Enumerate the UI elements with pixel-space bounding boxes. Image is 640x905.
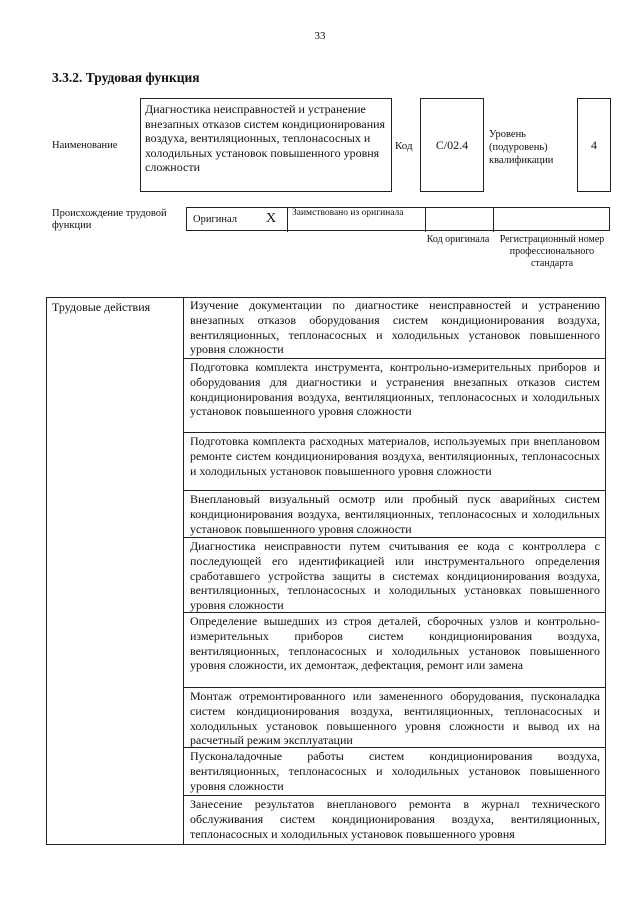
borrowed-cell xyxy=(287,208,425,232)
code-box xyxy=(420,98,484,192)
level-label: Уровень (подуровень) квалификации xyxy=(489,129,554,166)
labor-action-row: Пусконаладочные работы систем кондиционирования воздуха, вентиляционных, теплонасосных и холодильных установок повышенного уровня сложности xyxy=(184,748,606,796)
code-label: Код xyxy=(395,140,413,152)
borrowed-label: Заимствовано из оригинала xyxy=(292,208,404,218)
name-label: Наименование xyxy=(52,140,118,151)
labor-action-row: Определение вышедших из строя деталей, сборочных узлов и контрольно-измерительных приборов систем кондиционирования воздуха, вентиляционных, теплонасосных и холодильных установок повышенного уровня сложности, их демонтаж, дефектация, ремонт или замена xyxy=(184,613,606,688)
original-mark: X xyxy=(265,211,277,226)
section-title: 3.3.2. Трудовая функция xyxy=(52,70,200,85)
original-label: Оригинал xyxy=(193,214,237,225)
labor-actions-label: Трудовые действия xyxy=(52,300,151,314)
labor-action-row: Диагностика неисправности путем считывания ее кода с контроллера с последующей его идентификацией или инструментального определения сработавшего устройства защиты в системах кондиционирования воздуха, вентиляционных, теплонасосных и холодильных установках повышенного уровня сложности xyxy=(184,538,606,613)
reg-number-cell xyxy=(493,208,611,232)
reg-number-label: Регистрационный номер профессионального стандарта xyxy=(499,234,605,269)
labor-action-row: Внеплановый визуальный осмотр или пробный пуск аварийных систем кондиционирования воздуха, вентиляционных, теплонасосных и холодильных установок повышенного уровня сложности xyxy=(184,491,606,538)
function-name-box: Диагностика неисправностей и устранение внезапных отказов систем кондиционирования воздуха, вентиляционных, теплонасосных и холодильных установок повышенного уровня сложности xyxy=(140,98,392,192)
level-box xyxy=(577,98,611,192)
origin-row xyxy=(186,207,610,231)
origin-code-label: Код оригинала xyxy=(426,234,490,245)
labor-action-row: Изучение документации по диагностике неисправностей и устранению внезапных отказов оборудования систем кондиционирования воздуха, вентиляционных, теплонасосных и холодильных установок повышенного уровня сложности xyxy=(184,297,606,359)
labor-action-row: Монтаж отремонтированного или замененного оборудования, пусконаладка систем кондиционирования воздуха, вентиляционных, теплонасосных и холодильных установок повышенного уровня сложности и вывод их на расчетный режим эксплуатации xyxy=(184,688,606,748)
labor-action-row: Занесение результатов внепланового ремонта в журнал технического обслуживания систем кондиционирования воздуха, вентиляционных, теплонасосных и холодильных установок повышенного уровня xyxy=(190,797,600,841)
page-number: 33 xyxy=(314,30,326,42)
labor-action-row: Подготовка комплекта расходных материалов, используемых при внеплановом ремонте систем кондиционирования воздуха, вентиляционных, теплонасосных и холодильных установок повышенного уровня сложности xyxy=(184,433,606,491)
origin-code-cell xyxy=(425,208,493,232)
origin-label: Происхождение трудовой функции xyxy=(52,208,167,231)
code-value: С/02.4 xyxy=(435,137,469,152)
original-cell xyxy=(187,208,255,232)
level-value: 4 xyxy=(591,137,597,152)
labor-action-row: Подготовка комплекта инструмента, контрольно-измерительных приборов и оборудования для диагностики и устранения внезапных отказов систем кондиционирования воздуха, вентиляционных, теплонасосных и холодильных установок повышенного уровня сложности xyxy=(184,359,606,433)
